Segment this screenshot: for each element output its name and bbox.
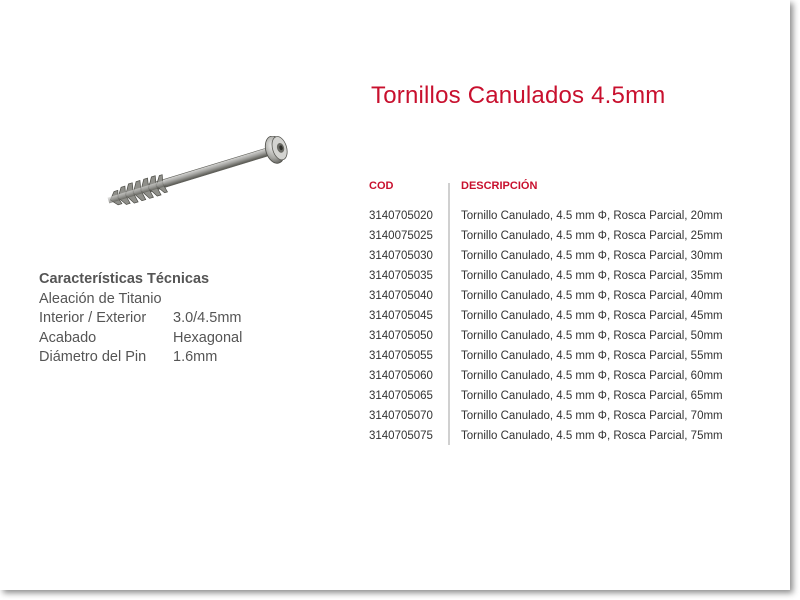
code-cell: 3140705055 bbox=[369, 350, 433, 362]
spec-value: 3.0/4.5mm bbox=[173, 310, 242, 326]
spec-value: 1.6mm bbox=[173, 349, 218, 365]
column-divider bbox=[448, 183, 450, 445]
description-cell: Tornillo Canulado, 4.5 mm Φ, Rosca Parcial, 35mm bbox=[461, 270, 723, 282]
description-cell: Tornillo Canulado, 4.5 mm Φ, Rosca Parcial, 40mm bbox=[461, 290, 723, 302]
spec-row bbox=[39, 329, 242, 349]
description-column bbox=[461, 180, 723, 446]
code-cell: 3140075025 bbox=[369, 230, 433, 242]
description-cell: Tornillo Canulado, 4.5 mm Φ, Rosca Parcial, 45mm bbox=[461, 310, 723, 322]
code-cell: 3140705060 bbox=[369, 370, 433, 382]
code-header: COD bbox=[369, 180, 394, 192]
code-cell: 3140705020 bbox=[369, 210, 433, 222]
code-cell: 3140705075 bbox=[369, 430, 433, 442]
code-cell: 3140705035 bbox=[369, 270, 433, 282]
code-cell: 3140705030 bbox=[369, 250, 433, 262]
description-cell: Tornillo Canulado, 4.5 mm Φ, Rosca Parcial, 65mm bbox=[461, 390, 723, 402]
description-cell: Tornillo Canulado, 4.5 mm Φ, Rosca Parcial, 70mm bbox=[461, 410, 723, 422]
code-cell: 3140705050 bbox=[369, 330, 433, 342]
description-cell: Tornillo Canulado, 4.5 mm Φ, Rosca Parcial, 55mm bbox=[461, 350, 723, 362]
description-cell: Tornillo Canulado, 4.5 mm Φ, Rosca Parcial, 25mm bbox=[461, 230, 723, 242]
code-cell: 3140705065 bbox=[369, 390, 433, 402]
spec-row bbox=[39, 309, 242, 329]
code-column bbox=[369, 180, 443, 446]
spec-row bbox=[39, 348, 242, 368]
code-cell: 3140705045 bbox=[369, 310, 433, 322]
description-cell: Tornillo Canulado, 4.5 mm Φ, Rosca Parcial, 75mm bbox=[461, 430, 723, 442]
specs-heading: Características Técnicas bbox=[39, 271, 210, 287]
description-cell: Tornillo Canulado, 4.5 mm Φ, Rosca Parcial, 20mm bbox=[461, 210, 723, 222]
page-title: Tornillos Canulados 4.5mm bbox=[371, 82, 666, 109]
spec-label: Interior / Exterior bbox=[39, 310, 147, 326]
description-cell: Tornillo Canulado, 4.5 mm Φ, Rosca Parcial, 60mm bbox=[461, 370, 723, 382]
description-header: DESCRIPCIÓN bbox=[461, 180, 538, 192]
description-cell: Tornillo Canulado, 4.5 mm Φ, Rosca Parcial, 50mm bbox=[461, 330, 723, 342]
cannulated-screw-image bbox=[100, 136, 310, 211]
code-cell: 3140705040 bbox=[369, 290, 433, 302]
code-cell: 3140705070 bbox=[369, 410, 433, 422]
spec-material: Aleación de Titanio bbox=[39, 290, 162, 307]
spec-label: Acabado bbox=[39, 329, 97, 346]
spec-value: Hexagonal bbox=[173, 329, 243, 346]
technical-specs bbox=[39, 270, 242, 368]
spec-label: Diámetro del Pin bbox=[39, 349, 147, 365]
description-cell: Tornillo Canulado, 4.5 mm Φ, Rosca Parcial, 30mm bbox=[461, 250, 723, 262]
